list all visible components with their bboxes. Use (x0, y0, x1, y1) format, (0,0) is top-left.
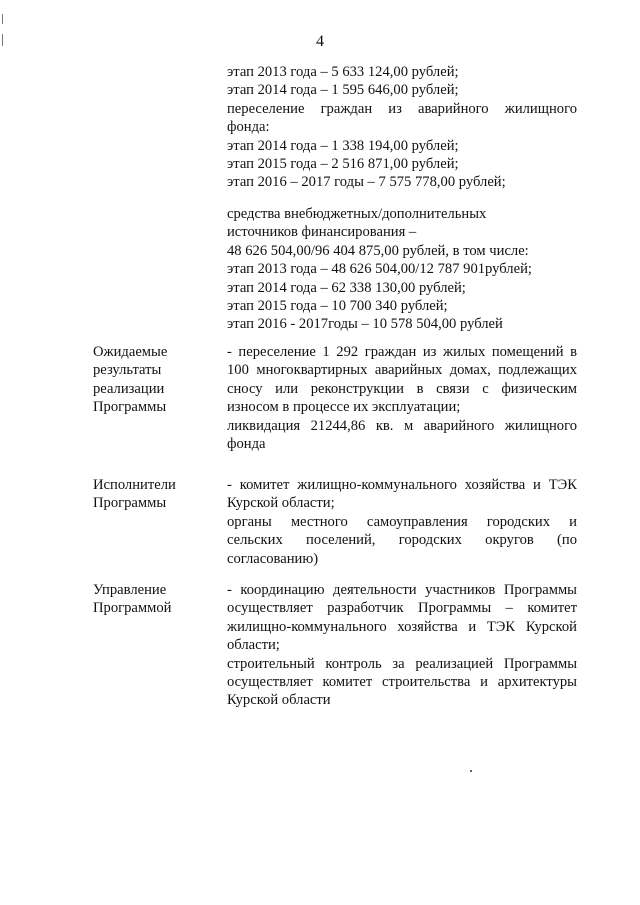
text-line: этап 2016 - 2017годы – 10 578 504,00 рублей (227, 316, 503, 333)
text-line: этап 2015 года – 10 700 340 рублей; (227, 298, 448, 315)
executors-text (227, 476, 577, 568)
page-number: 4 (316, 33, 324, 50)
text-line: фонда (227, 436, 266, 453)
text-line: фонда: (227, 119, 270, 136)
text-line: области; (227, 637, 280, 654)
funding-continuation (227, 63, 577, 192)
text-line: средства внебюджетных/дополнительных (227, 206, 487, 222)
text-line: этап 2013 года – 5 633 124,00 рублей; (227, 64, 459, 80)
label-line: результаты (93, 362, 162, 379)
executors-label (93, 476, 213, 513)
management-text (227, 581, 577, 710)
scan-edge-mark (2, 14, 3, 24)
text-line: этап 2014 года – 1 338 194,00 рублей; (227, 137, 459, 154)
text-line: 48 626 504,00/96 404 875,00 рублей, в том числе: (227, 242, 529, 259)
text-line: - координацию деятельности участников Программы (227, 582, 577, 598)
text-line: износом в процессе их эксплуатации; (227, 399, 461, 416)
text-line: жилищно-коммунального хозяйства и ТЭК Курской (227, 618, 577, 635)
text-line: 100 многоквартирных аварийных домах, подлежащих (227, 362, 577, 379)
text-line: Курской области (227, 692, 331, 709)
label-line: Программы (93, 495, 167, 512)
text-line: согласованию) (227, 550, 319, 567)
label-line: Программой (93, 600, 172, 617)
expected-results-text (227, 343, 577, 453)
text-line: осуществляет разработчик Программы – комитет (227, 600, 577, 617)
expected-results-label (93, 343, 213, 417)
management-label (93, 581, 213, 618)
extrabudgetary-funding (227, 205, 577, 334)
text-line: Курской области; (227, 495, 335, 512)
text-line: этап 2013 года – 48 626 504,00/12 787 901рублей; (227, 261, 532, 278)
text-line: этап 2015 года – 2 516 871,00 рублей; (227, 156, 459, 173)
text-line: этап 2014 года – 62 338 130,00 рублей; (227, 279, 466, 296)
text-line: строительный контроль за реализацией Программы (227, 655, 577, 672)
label-line: Исполнители (93, 477, 176, 493)
text-line: переселение граждан из аварийного жилищного (227, 100, 577, 117)
label-line: Управление (93, 582, 167, 598)
text-line: ликвидация 21244,86 кв. м аварийного жилищного (227, 417, 577, 434)
text-line: - комитет жилищно-коммунального хозяйства и ТЭК (227, 477, 577, 493)
label-line: Ожидаемые (93, 344, 168, 360)
text-line: источников финансирования – (227, 224, 417, 241)
text-line: осуществляет комитет строительства и архитектуры (227, 674, 577, 691)
label-line: Программы (93, 399, 167, 416)
label-line: реализации (93, 380, 165, 397)
text-line: этап 2016 – 2017 годы – 7 575 778,00 рублей; (227, 174, 506, 191)
text-line: сельских поселений, городских округов (по (227, 532, 577, 549)
text-line: этап 2014 года – 1 595 646,00 рублей; (227, 82, 459, 99)
scan-speck (470, 770, 472, 772)
text-line: органы местного самоуправления городских и (227, 513, 577, 530)
text-line: - переселение 1 292 граждан из жилых помещений в (227, 344, 577, 360)
text-line: сносу или реконструкции в связи с физическим (227, 380, 577, 397)
